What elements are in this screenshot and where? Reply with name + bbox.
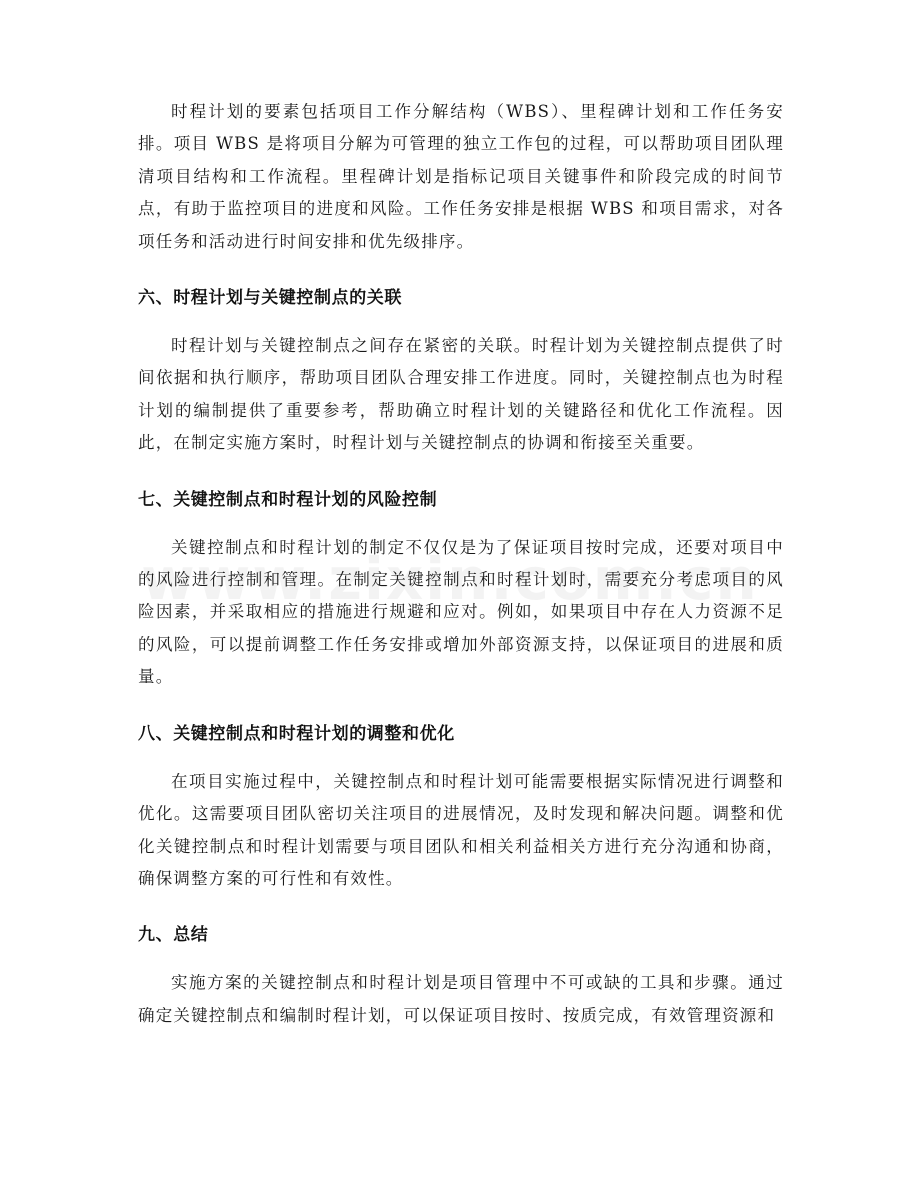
heading-section-8: 八、关键控制点和时程计划的调整和优化 <box>138 723 455 744</box>
document-page <box>138 96 784 1032</box>
paragraph-wbs-elements: 时程计划的要素包括项目工作分解结构（WBS）、里程碑计划和工作任务安排。项目 WBS 是将项目分解为可管理的独立工作包的过程，可以帮助项目团队理清项目结构和工作流程。里程碑计划是指标记项目关键事件和阶段完成的时间节点，有助于监控项目的进度和风险。工作任务安排是根据 WBS 和项目需求，对各项任务和活动进行时间安排和优先级排序。 <box>138 102 784 251</box>
heading-section-7: 七、关键控制点和时程计划的风险控制 <box>138 489 438 510</box>
paragraph-section-7: 关键控制点和时程计划的制定不仅仅是为了保证项目按时完成，还要对项目中的风险进行控制和管理。在制定关键控制点和时程计划时，需要充分考虑项目的风险因素，并采取相应的措施进行规避和应对。例如，如果项目中存在人力资源不足的风险，可以提前调整工作任务安排或增加外部资源支持，以保证项目的进展和质量。 <box>138 537 784 687</box>
paragraph-section-6: 时程计划与关键控制点之间存在紧密的关联。时程计划为关键控制点提供了时间依据和执行顺序，帮助项目团队合理安排工作进度。同时，关键控制点也为时程计划的编制提供了重要参考，帮助确立时程计划的关键路径和优化工作流程。因此，在制定实施方案时，时程计划与关键控制点的协调和衔接至关重要。 <box>138 336 784 453</box>
heading-section-9: 九、总结 <box>138 925 209 946</box>
heading-section-6: 六、时程计划与关键控制点的关联 <box>138 288 402 309</box>
paragraph-section-8: 在项目实施过程中，关键控制点和时程计划可能需要根据实际情况进行调整和优化。这需要项目团队密切关注项目的进展情况，及时发现和解决问题。调整和优化关键控制点和时程计划需要与项目团队和相关利益相关方进行充分沟通和协商，确保调整方案的可行性和有效性。 <box>138 771 784 888</box>
paragraph-section-9: 实施方案的关键控制点和时程计划是项目管理中不可或缺的工具和步骤。通过确定关键控制点和编制时程计划，可以保证项目按时、按质完成，有效管理资源和 <box>138 973 784 1025</box>
